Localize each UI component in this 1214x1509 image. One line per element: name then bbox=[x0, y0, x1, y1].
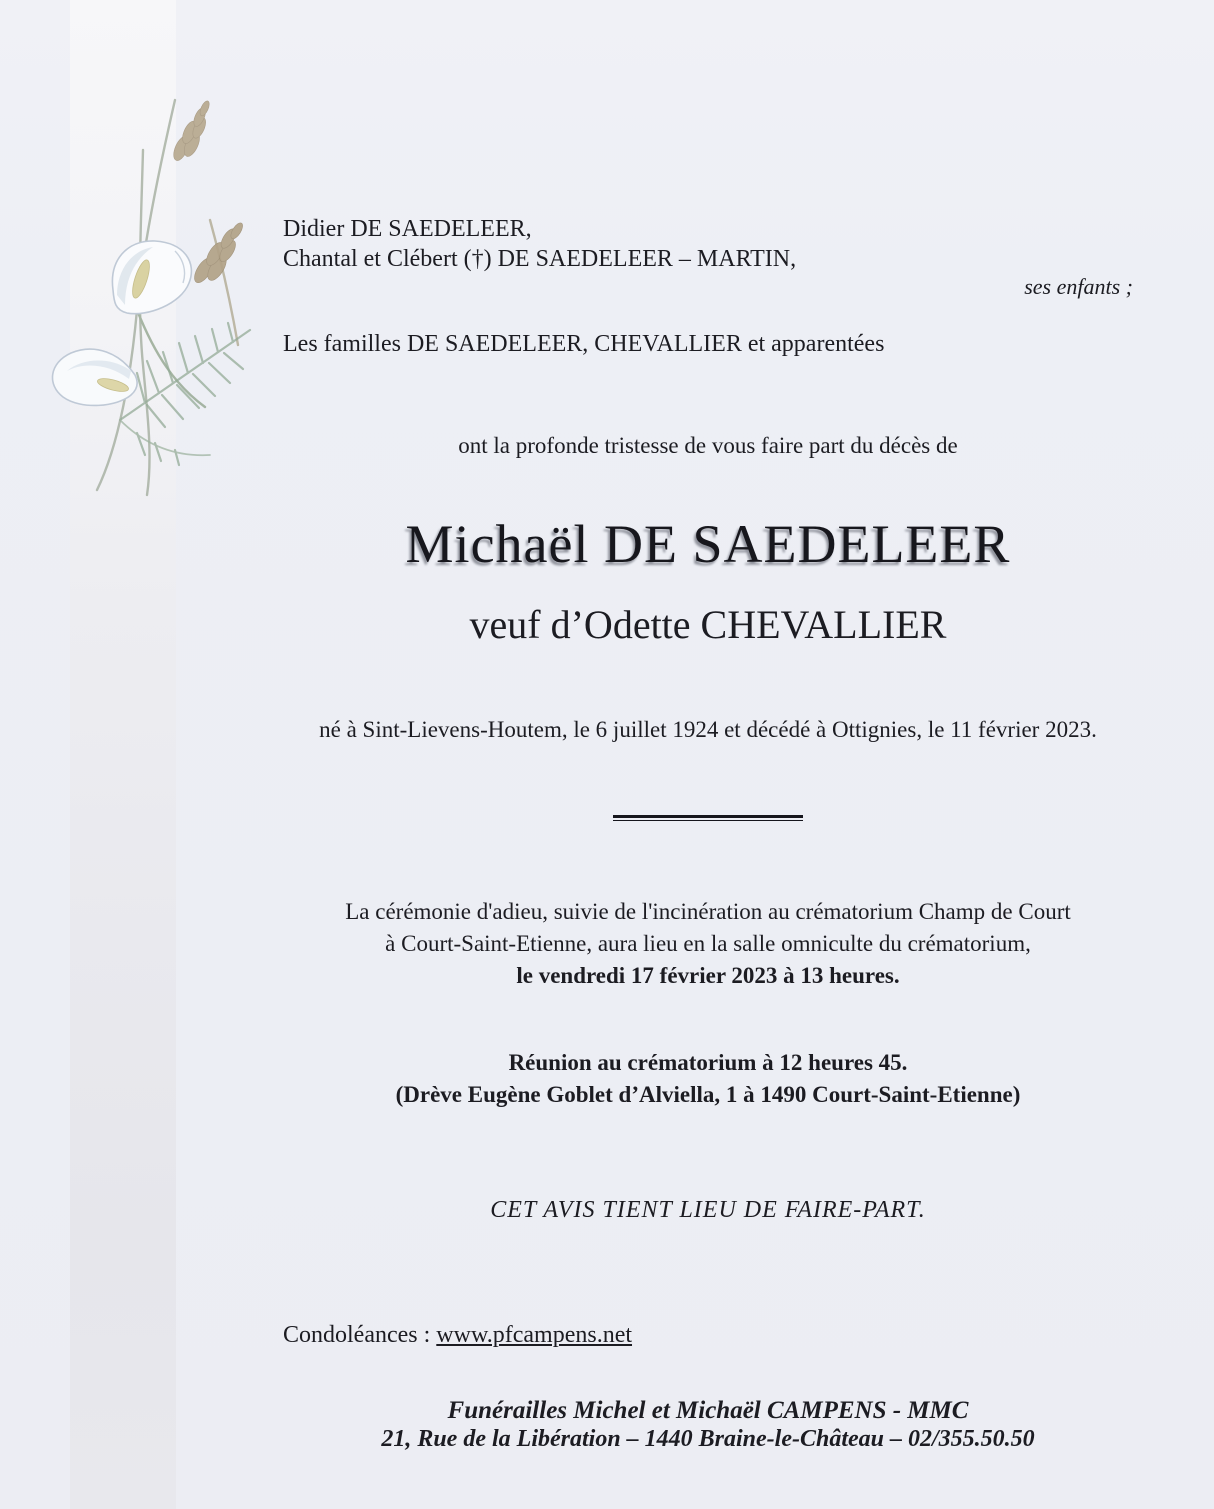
meeting-block bbox=[283, 1047, 1133, 1111]
funeral-home-address: 21, Rue de la Libération – 1440 Braine-le-Château – 02/355.50.50 bbox=[381, 1426, 1035, 1452]
section-divider bbox=[613, 815, 803, 821]
families-line: Les familles DE SAEDELEER, CHEVALLIER et apparentées bbox=[283, 331, 885, 357]
ceremony-line: à Court-Saint-Etienne, aura lieu en la salle omniculte du crématorium, bbox=[385, 931, 1031, 956]
relative-line: Didier DE SAEDELEER, bbox=[283, 216, 532, 242]
ceremony-datetime: le vendredi 17 février 2023 à 13 heures. bbox=[516, 963, 900, 988]
legal-notice: CET AVIS TIENT LIEU DE FAIRE-PART. bbox=[490, 1197, 926, 1223]
condolences-link[interactable]: www.pfcampens.net bbox=[436, 1322, 633, 1348]
condolences-label: Condoléances : bbox=[283, 1322, 437, 1348]
meeting-address: (Drève Eugène Goblet d’Alviella, 1 à 1490 Court-Saint-Etienne) bbox=[395, 1082, 1021, 1107]
funeral-home-name: Funérailles Michel et Michaël CAMPENS - MMC bbox=[447, 1397, 969, 1424]
calla-lily-illustration bbox=[25, 55, 260, 510]
intro-line: ont la profonde tristesse de vous faire part du décès de bbox=[458, 433, 958, 458]
relatives-block bbox=[283, 214, 1133, 274]
ceremony-block bbox=[283, 896, 1133, 992]
children-signature: ses enfants ; bbox=[1024, 274, 1133, 299]
ceremony-line: La cérémonie d'adieu, suivie de l'incinération au crématorium Champ de Court bbox=[345, 899, 1071, 924]
funeral-home-block bbox=[283, 1396, 1133, 1454]
condolences-line bbox=[283, 1322, 1133, 1349]
meeting-line: Réunion au crématorium à 12 heures 45. bbox=[508, 1050, 908, 1075]
relative-line: Chantal et Clébert (†) DE SAEDELEER – MARTIN, bbox=[283, 246, 797, 272]
deceased-name: Michaël DE SAEDELEER bbox=[405, 514, 1011, 574]
life-dates: né à Sint-Lievens-Houtem, le 6 juillet 1924 et décédé à Ottignies, le 11 février 2023. bbox=[319, 717, 1097, 742]
deceased-subtitle: veuf d’Odette CHEVALLIER bbox=[469, 602, 947, 647]
